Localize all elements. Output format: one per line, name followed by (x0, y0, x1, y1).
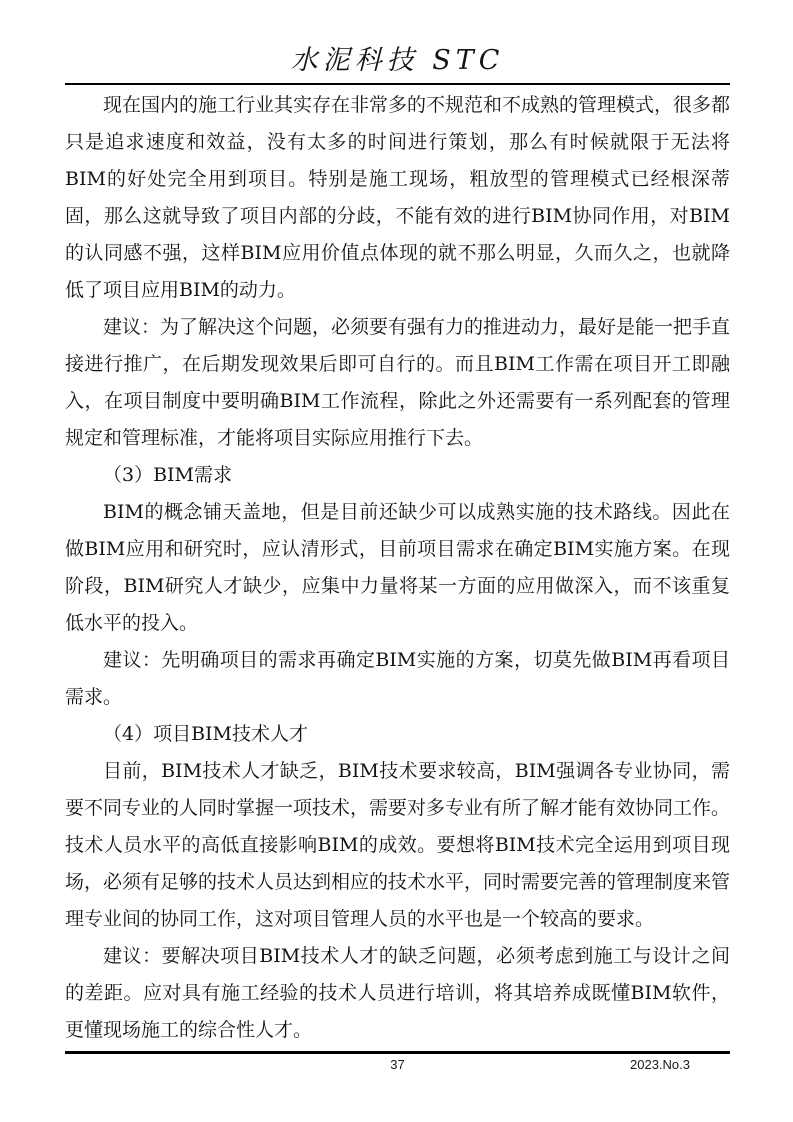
paragraph-suggestion-3: 建议：要解决项目BIM技术人才的缺乏问题，必须考虑到施工与设计之间的差距。应对具有施工经验的技术人员进行培训，将其培养成既懂BIM软件，更懂现场施工的综合性人才。 (65, 945, 730, 1041)
issue-number: 2023.No.3 (630, 1057, 690, 1072)
journal-title: 水泥科技 STC (290, 45, 505, 76)
paragraph-intro: 现在国内的施工行业其实存在非常多的不规范和不成熟的管理模式，很多都只是追求速度和效益，没有太多的时间进行策划，那么有时候就限于无法将BIM的好处完全用到项目。特别是施工现场，粗放型的管理模式已经根深蒂固，那么这就导致了项目内部的分歧，不能有效的进行BIM协同作用，对BIM的认同感不强，这样BIM应用价值点体现的就不那么明显，久而久之，也就降低了项目应用BIM的动力。 (65, 94, 731, 301)
footer-row (65, 1054, 730, 1072)
section-heading-3-bim-demand: （3）BIM需求 (103, 464, 233, 486)
page-header (65, 0, 730, 85)
document-body (65, 85, 730, 1049)
paragraph-suggestion-2: 建议：先明确项目的需求再确定BIM实施的方案，切莫先做BIM再看项目需求。 (65, 649, 730, 708)
page-footer (65, 1051, 730, 1072)
page-number: 37 (390, 1057, 405, 1072)
paragraph-suggestion-1: 建议：为了解决这个问题，必须要有强有力的推进动力，最好是能一把手直接进行推广，在后期发现效果后即可自行的。而且BIM工作需在项目开工即融入，在项目制度中要明确BIM工作流程，除此之外还需要有一系列配套的管理规定和管理标准，才能将项目实际应用推行下去。 (65, 316, 731, 449)
paragraph-bim-demand: BIM的概念铺天盖地，但是目前还缺少可以成熟实施的技术路线。因此在做BIM应用和研究时，应认清形式，目前项目需求在确定BIM实施方案。在现阶段，BIM研究人才缺少，应集中力量将某一方面的应用做深入，而不该重复低水平的投入。 (65, 501, 730, 634)
paragraph-bim-talent: 目前，BIM技术人才缺乏，BIM技术要求较高，BIM强调各专业协同，需要不同专业的人同时掌握一项技术，需要对多专业有所了解才能有效协同工作。技术人员水平的高低直接影响BIM的成效。要想将BIM技术完全运用到项目现场，必须有足够的技术人员达到相应的技术水平，同时需要完善的管理制度来管理专业间的协同工作，这对项目管理人员的水平也是一个较高的要求。 (65, 760, 731, 930)
section-heading-4-bim-talent: （4）项目BIM技术人才 (103, 723, 309, 745)
